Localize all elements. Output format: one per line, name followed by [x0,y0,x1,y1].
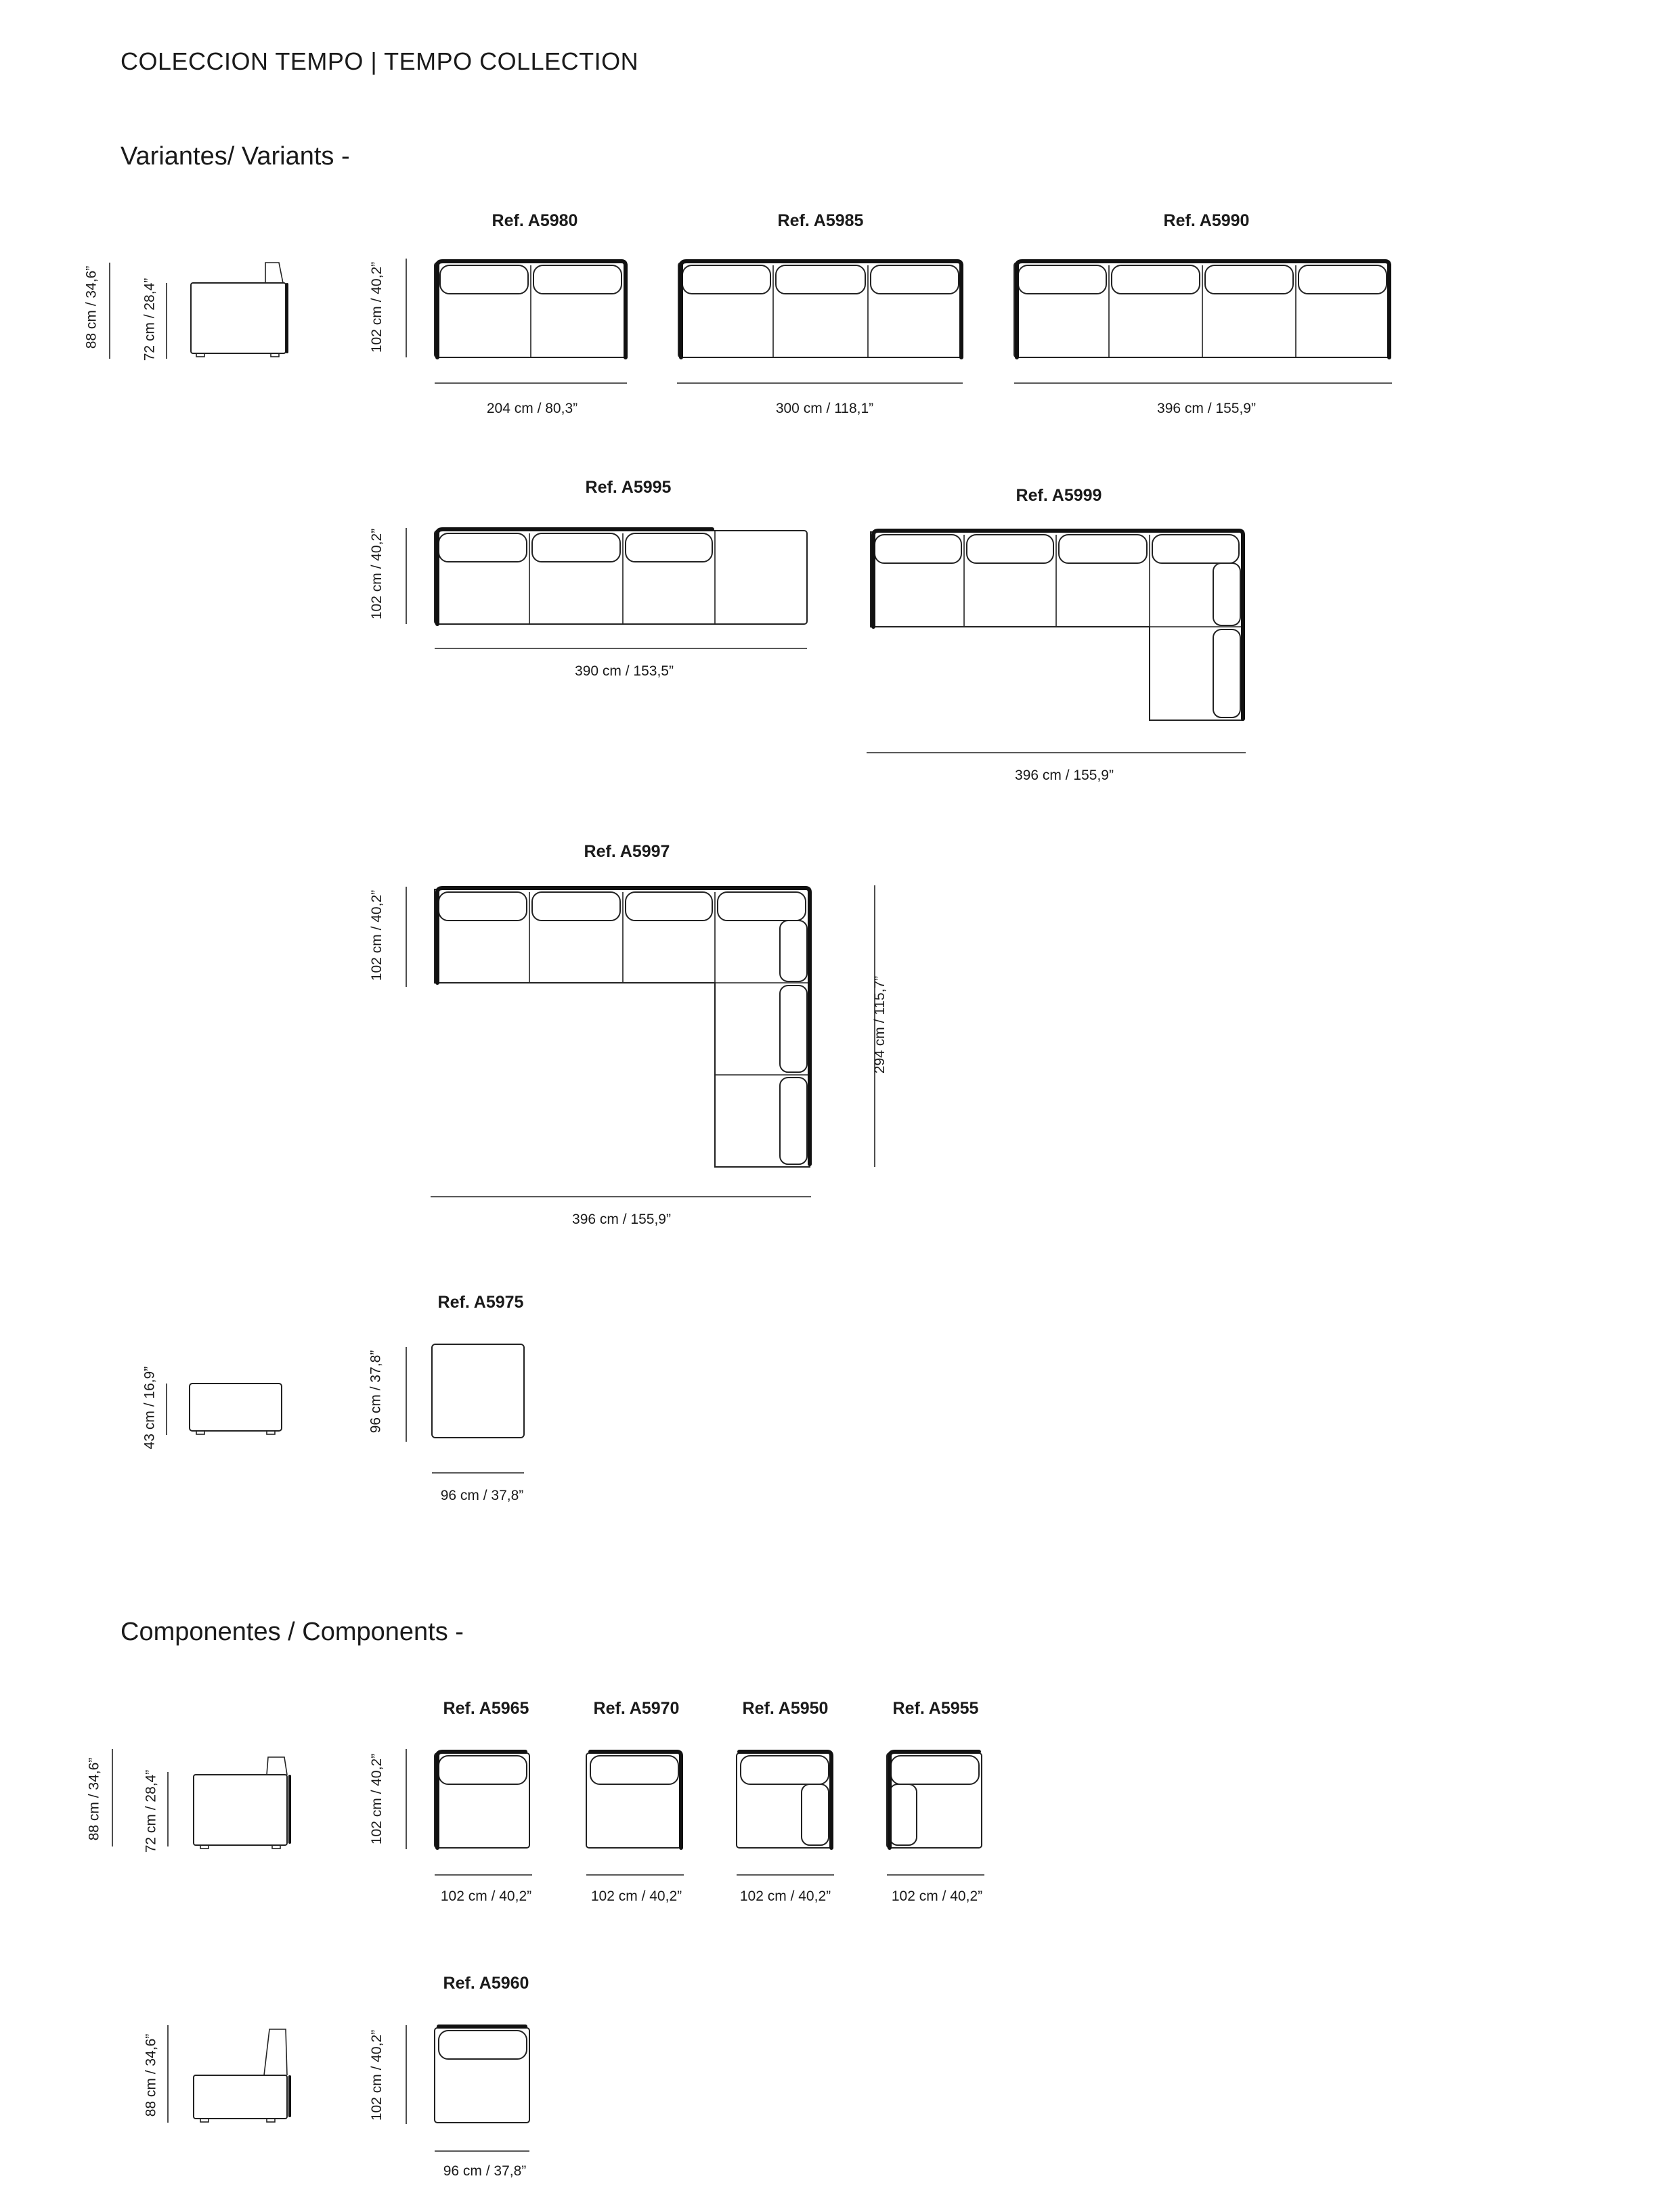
ref-label: Ref. A5970 [593,1699,680,1718]
sofa-a5980-plan [435,261,627,357]
total-height-dimension: 88 cm / 34,6” [83,265,100,349]
depth-dimension: 102 cm / 40,2” [369,261,385,353]
sofa-a5999-plan [871,531,1243,720]
component-a5960-plan [435,2027,529,2123]
ref-label: Ref. A5985 [777,211,864,230]
seat-height-dimension: 72 cm / 28,4” [143,1769,159,1853]
depth-dimension: 102 cm / 40,2” [369,889,385,981]
sofa-a5990-plan [1014,261,1391,357]
width-dimension: 96 cm / 37,8” [440,1488,524,1503]
width-dimension: 102 cm / 40,2” [739,1888,831,1904]
ref-label: Ref. A5995 [585,478,672,497]
ref-label: Ref. A5990 [1163,211,1250,230]
component-a5955-plan [887,1752,982,1848]
ref-label: Ref. A5960 [443,1974,529,1993]
width-dimension: 300 cm / 118,1” [775,401,874,416]
sofa-side-view [110,263,287,359]
total-height-dimension: 88 cm / 34,6” [86,1757,102,1841]
width-dimension: 102 cm / 40,2” [440,1888,532,1904]
ref-label: Ref. A5950 [742,1699,829,1718]
ref-label: Ref. A5965 [443,1699,529,1718]
chaise-side-view [168,2025,290,2123]
ref-label: Ref. A5999 [1016,486,1102,505]
page-title: COLECCION TEMPO | TEMPO COLLECTION [121,47,639,75]
chaise-height-dimension: 88 cm / 34,6” [143,2033,159,2117]
component-a5965-plan [435,1752,529,1848]
width-dimension: 96 cm / 37,8” [443,2163,527,2179]
sofa-a5985-plan [678,261,963,357]
depth-dimension: 102 cm / 40,2” [369,528,385,620]
width-dimension: 102 cm / 40,2” [590,1888,682,1904]
width-dimension: 396 cm / 155,9” [1015,768,1114,783]
component-side-view [112,1749,290,1849]
components-section-title: Componentes / Components - [121,1618,464,1646]
depth-dimension: 102 cm / 40,2” [369,2029,385,2121]
variants-section-title: Variantes/ Variants - [121,142,350,171]
ref-label: Ref. A5997 [584,842,670,861]
ref-label: Ref. A5980 [492,211,578,230]
width-dimension: 390 cm / 153,5” [575,663,674,679]
sofa-a5997-plan [435,888,810,1167]
depth-dimension: 96 cm / 37,8” [368,1350,384,1434]
ottoman-height-dimension: 43 cm / 16,9” [141,1366,158,1450]
width-dimension: 102 cm / 40,2” [891,1888,983,1904]
width-dimension: 204 cm / 80,3” [486,401,578,416]
sofa-a5995-plan [435,529,807,624]
depth-dimension: 102 cm / 40,2” [369,1753,385,1845]
component-a5970-plan [586,1752,681,1848]
width-dimension: 396 cm / 155,9” [572,1212,671,1227]
component-a5950-plan [737,1752,831,1848]
ref-label: Ref. A5975 [437,1293,524,1312]
width-dimension: 396 cm / 155,9” [1157,401,1256,416]
ottoman-side-view [167,1384,282,1435]
seat-height-dimension: 72 cm / 28,4” [141,278,158,361]
ottoman-a5975-plan [432,1344,524,1438]
ref-label: Ref. A5955 [892,1699,979,1718]
length-dimension: 294 cm / 115,7” [872,975,888,1074]
